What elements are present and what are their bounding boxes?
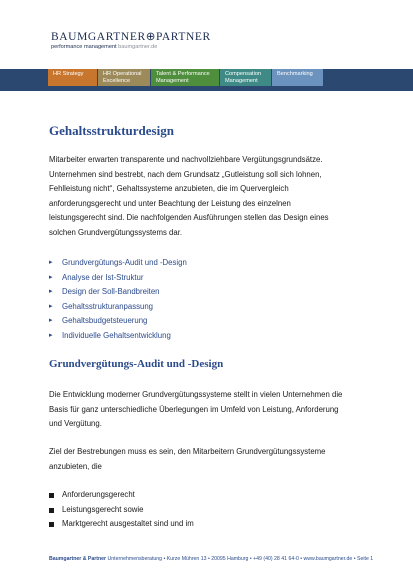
square-bullet-icon [49, 508, 54, 513]
tab-hr-strategy-label: HR Strategy [53, 71, 84, 77]
footer-company: Baumgartner & Partner [49, 556, 107, 562]
section-paragraph [49, 388, 374, 432]
topic-link-label: Analyse der Ist-Struktur [62, 272, 144, 282]
logo-tagline-text: performance management [51, 44, 117, 50]
intro-line: anforderungsgerecht und unter Beachtung der Leistung des einzelnen [49, 198, 291, 208]
page-title: Gehaltsstrukturdesign [49, 123, 174, 138]
arrow-right-icon: ▸ [49, 302, 53, 310]
logo-tagline [51, 44, 211, 50]
logo-web: baumgartner.de [118, 44, 158, 50]
logo-wordmark: BAUMGARTNER⊕PARTNER [51, 31, 211, 43]
tab-compensation-management[interactable] [220, 69, 271, 86]
criteria-item-label: Leistungsgerecht sowie [62, 504, 144, 514]
topic-link-list [49, 256, 187, 343]
section-line: Ziel der Bestrebungen muss es sein, den Mitarbeitern Grundvergütungssysteme [49, 447, 326, 456]
topic-link-label: Individuelle Gehaltsentwicklung [62, 330, 171, 340]
criteria-item-label: Marktgerecht ausgestaltet sind und im [62, 519, 194, 528]
tab-compensation-management-label: Compensation Management [225, 71, 262, 84]
tab-talent-performance-management[interactable] [151, 69, 219, 86]
footer-separator: • [353, 556, 357, 562]
criteria-item [49, 517, 194, 532]
arrow-right-icon: ▸ [49, 331, 53, 339]
tab-talent-performance-management-label: Talent & Performance Management [156, 71, 210, 84]
intro-line: Fehlleistung nicht“, Gehaltssysteme anzubieten, die im Quervergleich [49, 184, 289, 193]
topic-link[interactable] [49, 300, 187, 315]
section-line: anzubieten, die [49, 461, 102, 471]
tab-benchmarking-label: Benchmarking [277, 71, 313, 77]
tab-hr-operational-excellence[interactable] [98, 69, 150, 86]
arrow-right-icon: ▸ [49, 288, 53, 295]
criteria-item [49, 488, 194, 503]
page-footer [49, 556, 373, 562]
topic-link-label: Gehaltsstrukturanpassung [62, 301, 154, 311]
arrow-right-icon: ▸ [49, 273, 53, 281]
topic-link[interactable] [49, 285, 187, 300]
topic-link[interactable] [49, 329, 187, 344]
topic-link[interactable] [49, 314, 187, 329]
company-logo [51, 31, 211, 50]
criteria-list [49, 488, 194, 532]
section-line: Die Entwicklung moderner Grundvergütungssysteme stellt in vielen Unternehmen die [49, 390, 343, 399]
tab-hr-strategy[interactable] [48, 69, 97, 86]
intro-line: Mitarbeiter erwarten transparente und nachvollziehbare Vergütungsgrundsätze. [49, 155, 323, 164]
section-line: und Vergütung. [49, 419, 102, 428]
topic-link-label: Design der Soll-Bandbreiten [62, 287, 160, 296]
intro-line: solchen Grundvergütungssystems dar. [49, 227, 183, 237]
intro-line: leistungsgerecht sind. Die nachfolgenden Ausführungen stellen das Design eines [49, 213, 329, 222]
topic-link[interactable] [49, 256, 187, 271]
square-bullet-icon [49, 493, 54, 498]
arrow-right-icon: ▸ [49, 317, 53, 324]
tab-benchmarking[interactable] [272, 69, 323, 86]
arrow-right-icon: ▸ [49, 259, 53, 266]
topic-link-label: Gehaltsbudgetsteuerung [62, 316, 148, 325]
footer-details: Unternehmensberatung • Kurze Mühren 13 • 20095 Hamburg • +49 (40) 28 41 64-0 • www.baumgartner.de [107, 556, 353, 562]
service-navbar [0, 69, 413, 91]
section-heading: Grundvergütungs-Audit und -Design [49, 358, 224, 370]
section-line: Basis für ganz unterschiedliche Überlegungen im Umfeld von Leistung, Anforderung [49, 404, 339, 414]
intro-paragraph [49, 153, 374, 240]
square-bullet-icon [49, 522, 54, 527]
footer-page-number: Seite 1 [357, 556, 374, 562]
section-paragraph [49, 445, 374, 474]
intro-line: Unternehmen sind bestrebt, nach dem Grundsatz „Gutleistung soll sich lohnen, [49, 169, 322, 179]
topic-link[interactable] [49, 271, 187, 286]
tab-hr-operational-excellence-label: HR Operational Excellence [103, 71, 142, 84]
criteria-item-label: Anforderungsgerecht [62, 490, 135, 499]
criteria-item [49, 503, 194, 518]
topic-link-label: Grundvergütungs-Audit und -Design [62, 258, 187, 267]
